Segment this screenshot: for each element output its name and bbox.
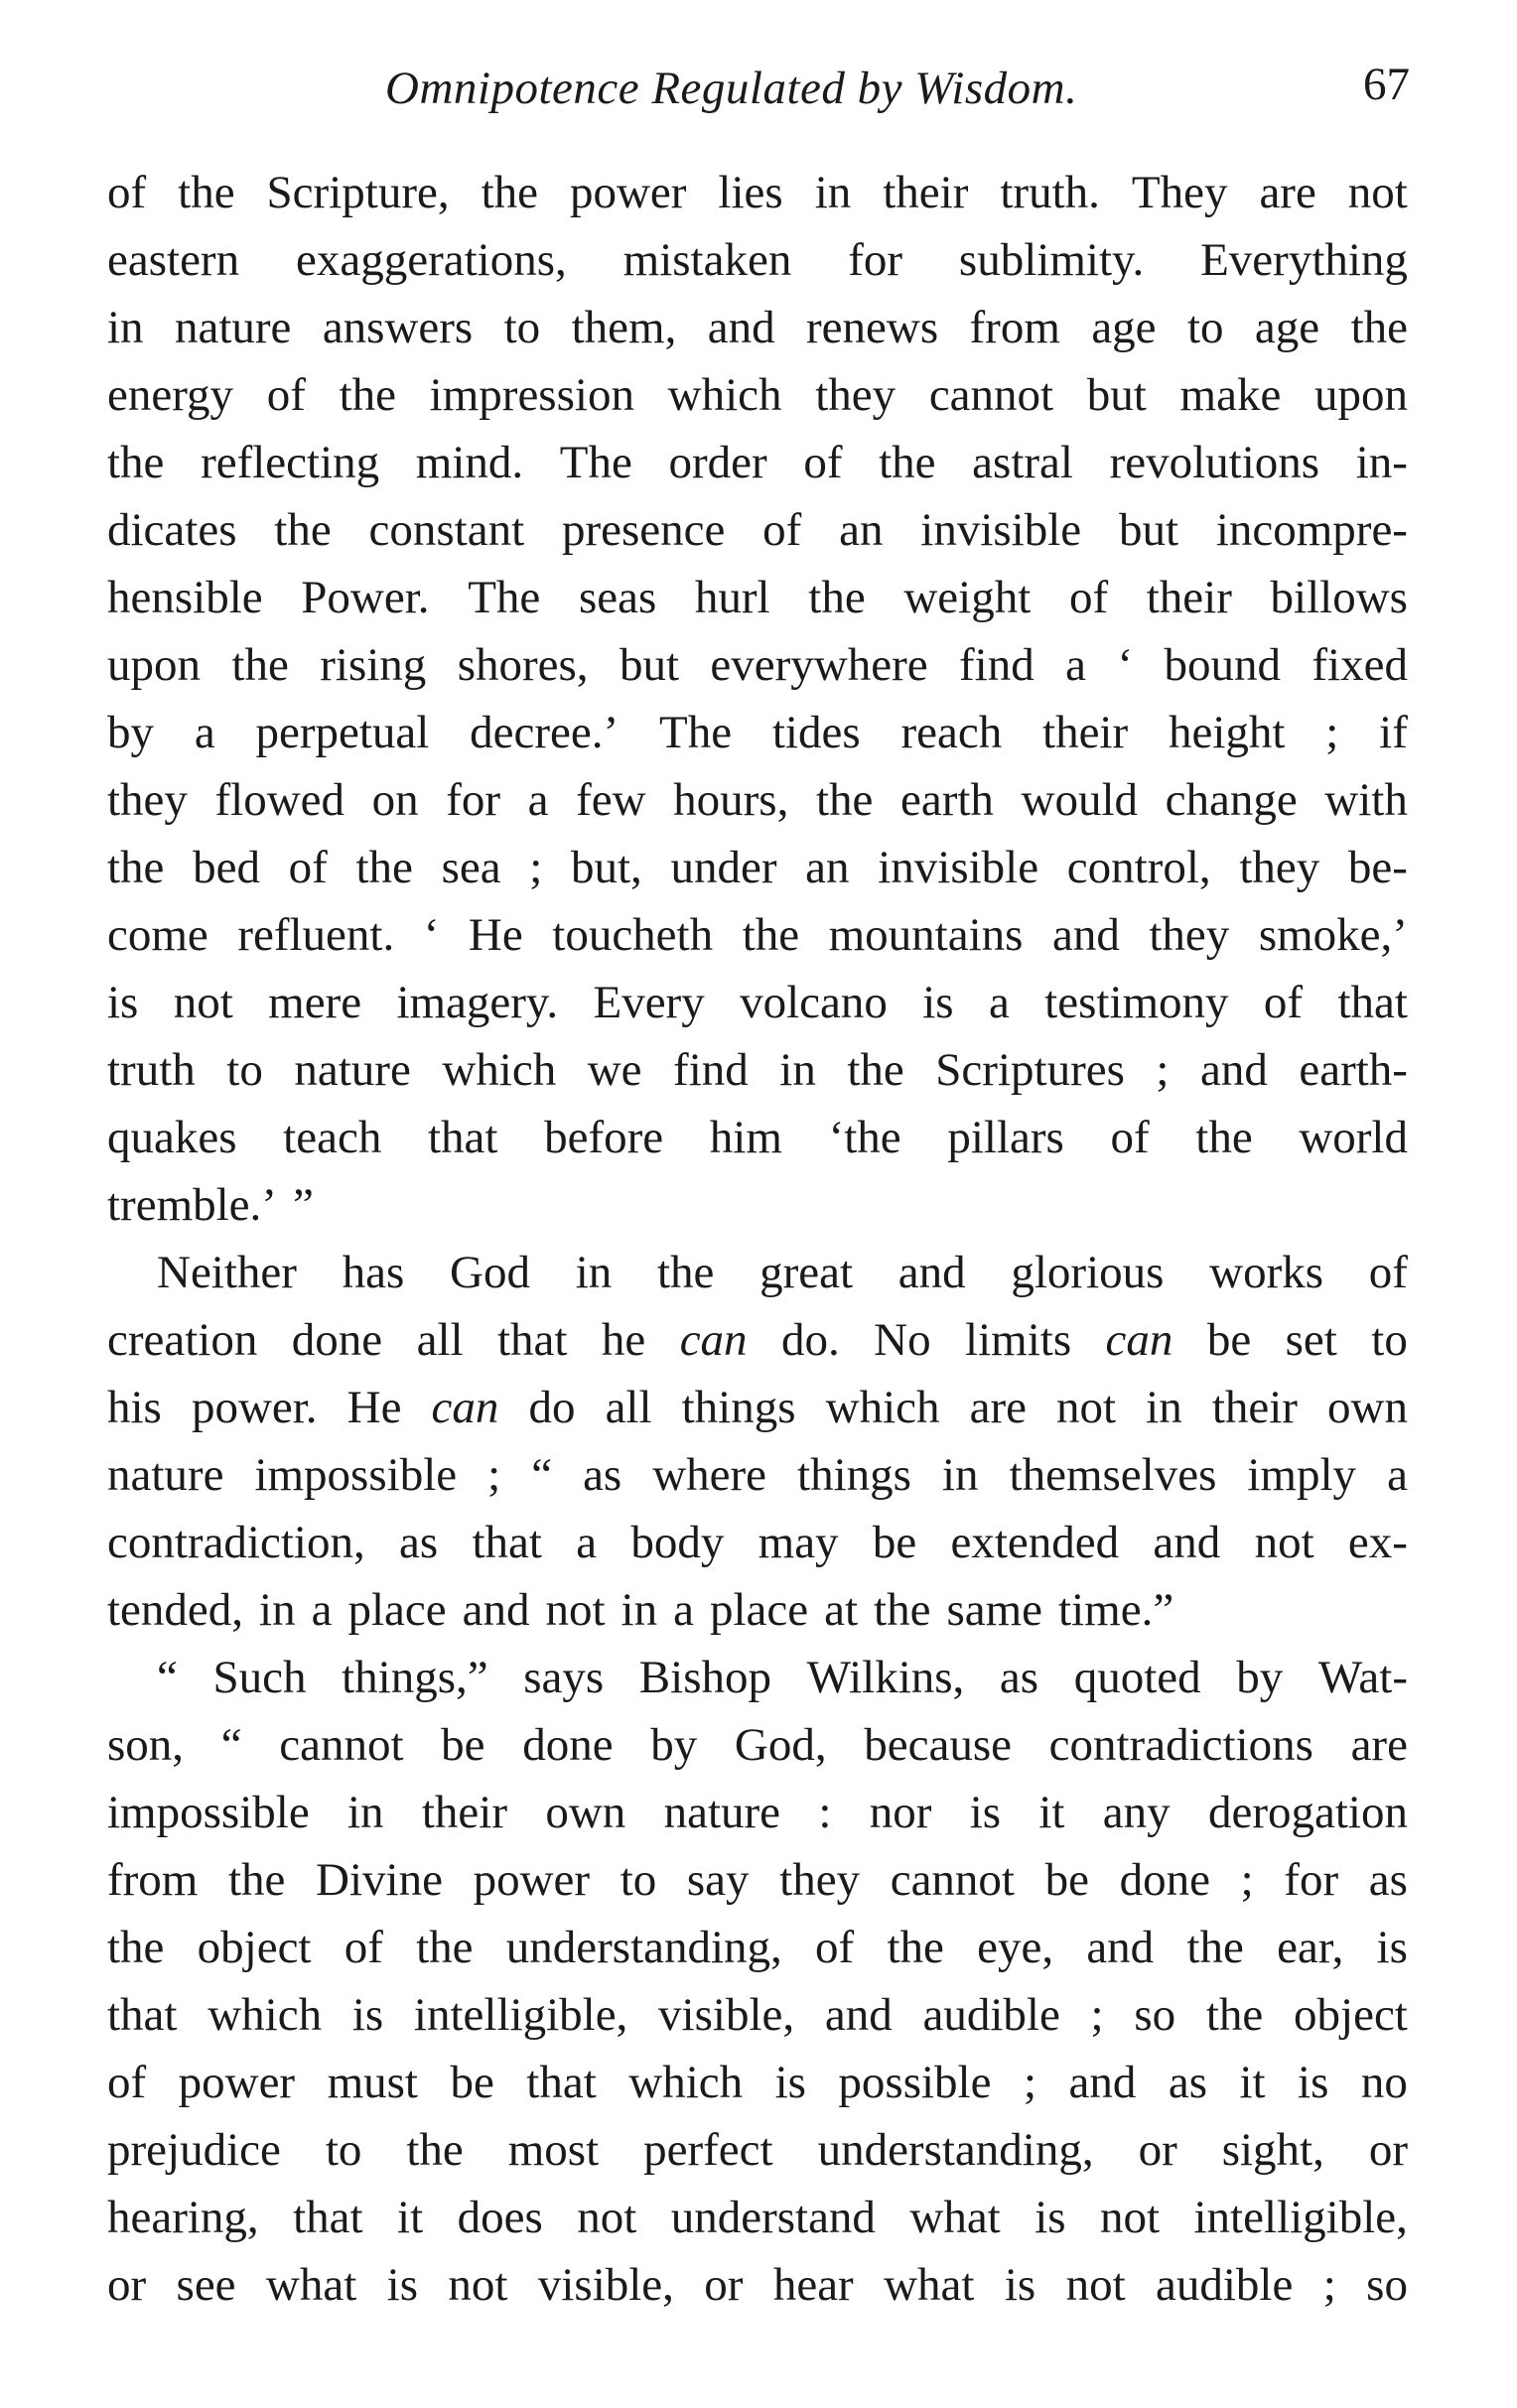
text-line: in nature answers to them, and renews from age to age the (107, 302, 1408, 353)
text-line: that which is intelligible, visible, and audible ; so the object (107, 1989, 1408, 2041)
text-line: “ Such things,” says Bishop Wilkins, as quoted by Wat- (157, 1652, 1408, 1703)
text-line: eastern exaggerations, mistaken for sublimity. Everything (107, 234, 1408, 286)
body-text (107, 159, 1408, 2319)
text-line: of the Scripture, the power lies in their truth. They are not (107, 167, 1408, 218)
paragraph (107, 1239, 1408, 1644)
text-line: contradiction, as that a body may be extended and not ex- (107, 1517, 1408, 1568)
paragraph (107, 1644, 1408, 2319)
text-line: truth to nature which we find in the Scriptures ; and earth- (107, 1044, 1408, 1096)
text-line: they flowed on for a few hours, the earth would change with (107, 774, 1408, 826)
text-line: come refluent. ‘ He toucheth the mountains and they smoke,’ (107, 909, 1408, 961)
page-header (107, 52, 1410, 131)
text-line: quakes teach that before him ‘the pillars of the world (107, 1112, 1408, 1163)
text-line: nature impossible ; “ as where things in themselves imply a (107, 1449, 1408, 1501)
text-line: Neither has God in the great and glorious works of (157, 1247, 1408, 1298)
text-line: the object of the understanding, of the eye, and the ear, is (107, 1922, 1408, 1973)
text-line: from the Divine power to say they cannot be done ; for as (107, 1854, 1408, 1906)
text-line: his power. He can do all things which are not in their own (107, 1382, 1408, 1433)
paragraph (107, 159, 1408, 1239)
page-number: 67 (1363, 59, 1410, 110)
text-line: son, “ cannot be done by God, because contradictions are (107, 1719, 1408, 1771)
text-line: dicates the constant presence of an invisible but incompre- (107, 504, 1408, 556)
text-line: hearing, that it does not understand what is not intelligible, (107, 2192, 1408, 2243)
text-line: of power must be that which is possible ; and as it is no (107, 2057, 1408, 2108)
text-line: prejudice to the most perfect understanding, or sight, or (107, 2124, 1408, 2176)
text-line: tended, in a place and not in a place at the same time.” (107, 1584, 1174, 1636)
text-line: or see what is not visible, or hear what is not audible ; so (107, 2259, 1408, 2311)
text-line: the bed of the sea ; but, under an invisible control, they be- (107, 842, 1408, 893)
text-line: hensible Power. The seas hurl the weight of their billows (107, 572, 1408, 623)
text-line: by a perpetual decree.’ The tides reach their height ; if (107, 707, 1408, 758)
text-line: the reflecting mind. The order of the astral revolutions in- (107, 437, 1408, 488)
text-line: tremble.’ ” (107, 1179, 314, 1231)
running-title: Omnipotence Regulated by Wisdom. (385, 63, 1078, 114)
text-line: impossible in their own nature : nor is it any derogation (107, 1787, 1408, 1838)
text-line: is not mere imagery. Every volcano is a testimony of that (107, 977, 1408, 1028)
text-line: upon the rising shores, but everywhere find a ‘ bound fixed (107, 639, 1408, 691)
text-line: creation done all that he can do. No limits can be set to (107, 1314, 1408, 1366)
text-line: energy of the impression which they cannot but make upon (107, 369, 1408, 421)
